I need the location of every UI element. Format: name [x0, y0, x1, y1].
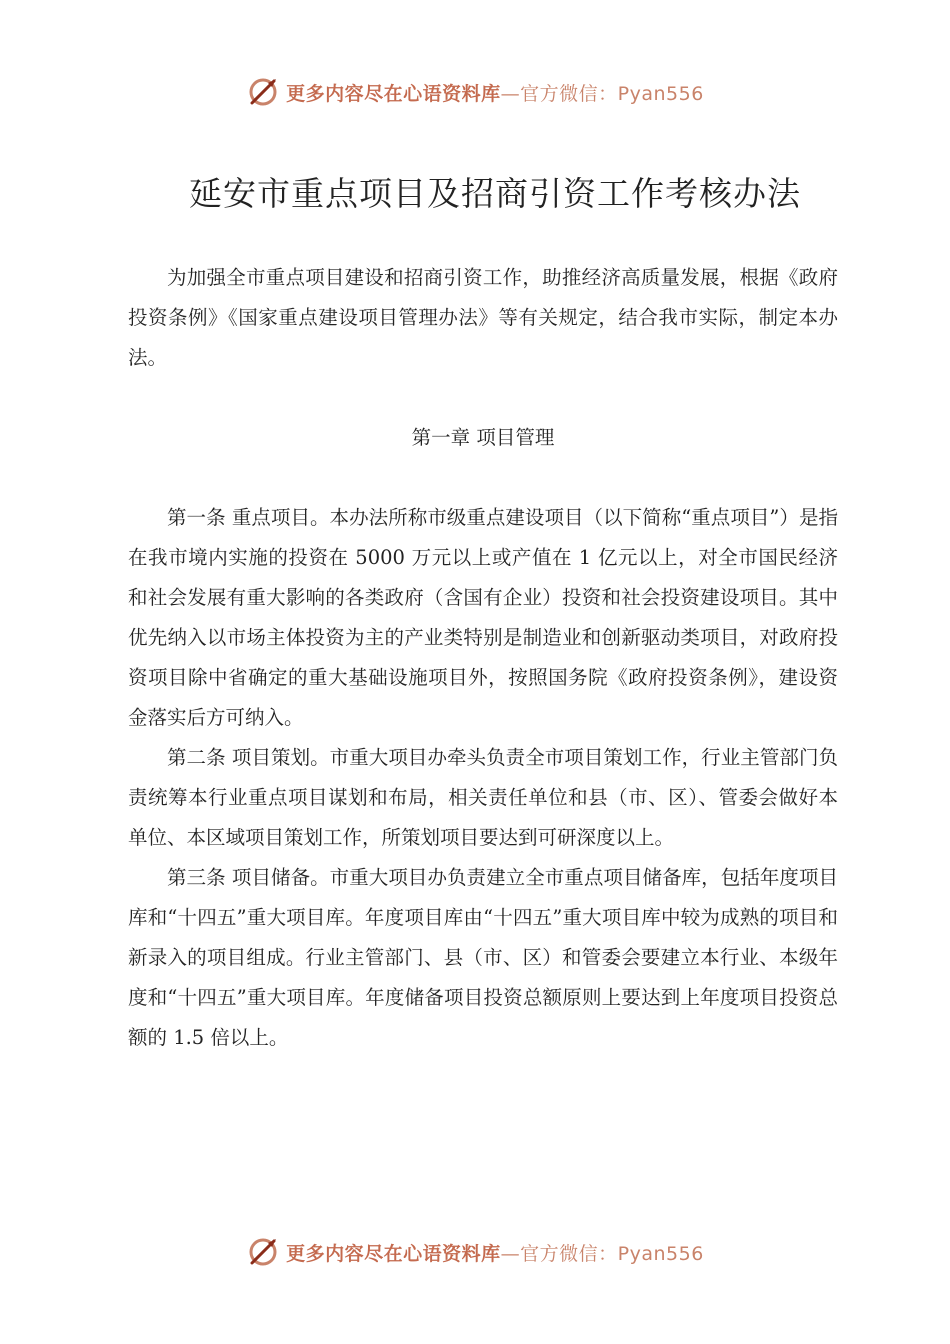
pen-logo-icon [246, 1235, 280, 1269]
banner-wechat-text: 官方微信：Pyan556 [520, 1242, 704, 1265]
banner-text [286, 79, 704, 106]
banner-text [286, 1239, 704, 1266]
banner-wechat-text: 官方微信：Pyan556 [520, 82, 704, 105]
pen-logo-icon [246, 75, 280, 109]
article-1: 第一条 重点项目。本办法所称市级重点建设项目（以下简称“重点项目”）是指在我市境内实施的投资在 5000 万元以上或产值在 1 亿元以上，对全市国民经济和社会发展有重大影响的各类政府（含国有企业）投资和社会投资建设项目。其中优先纳入以市场主体投资为主的产业类特别是制造业和创新驱动类项目，对政府投资项目除中省确定的重大基础设施项目外，按照国务院《政府投资条例》，建设资金落实后方可纳入。 [128, 506, 838, 729]
banner-library-text: 更多内容尽在心语资料库 [286, 82, 501, 105]
document-title: 延安市重点项目及招商引资工作考核办法 [189, 174, 801, 213]
article-3: 第三条 项目储备。市重大项目办负责建立全市重点项目储备库，包括年度项目库和“十四五”重大项目库。年度项目库由“十四五”重大项目库中较为成熟的项目和新录入的项目组成。行业主管部门、县（市、区）和管委会要建立本行业、本级年度和“十四五”重大项目库。年度储备项目投资总额原则上要达到上年度项目投资总额的 1.5 倍以上。 [128, 866, 838, 1049]
banner-separator: — [500, 82, 521, 105]
header-banner [0, 72, 950, 112]
footer-banner [0, 1232, 950, 1272]
document-body [128, 258, 838, 1058]
article-2: 第二条 项目策划。市重大项目办牵头负责全市项目策划工作，行业主管部门负责统筹本行业重点项目谋划和布局，相关责任单位和县（市、区）、管委会做好本单位、本区域项目策划工作，所策划项目要达到可研深度以上。 [128, 746, 838, 849]
banner-separator: — [500, 1242, 521, 1265]
intro-paragraph: 为加强全市重点项目建设和招商引资工作，助推经济高质量发展，根据《政府投资条例》《国家重点建设项目管理办法》等有关规定，结合我市实际，制定本办法。 [128, 266, 838, 369]
chapter-heading: 第一章 项目管理 [411, 426, 555, 449]
banner-library-text: 更多内容尽在心语资料库 [286, 1242, 501, 1265]
